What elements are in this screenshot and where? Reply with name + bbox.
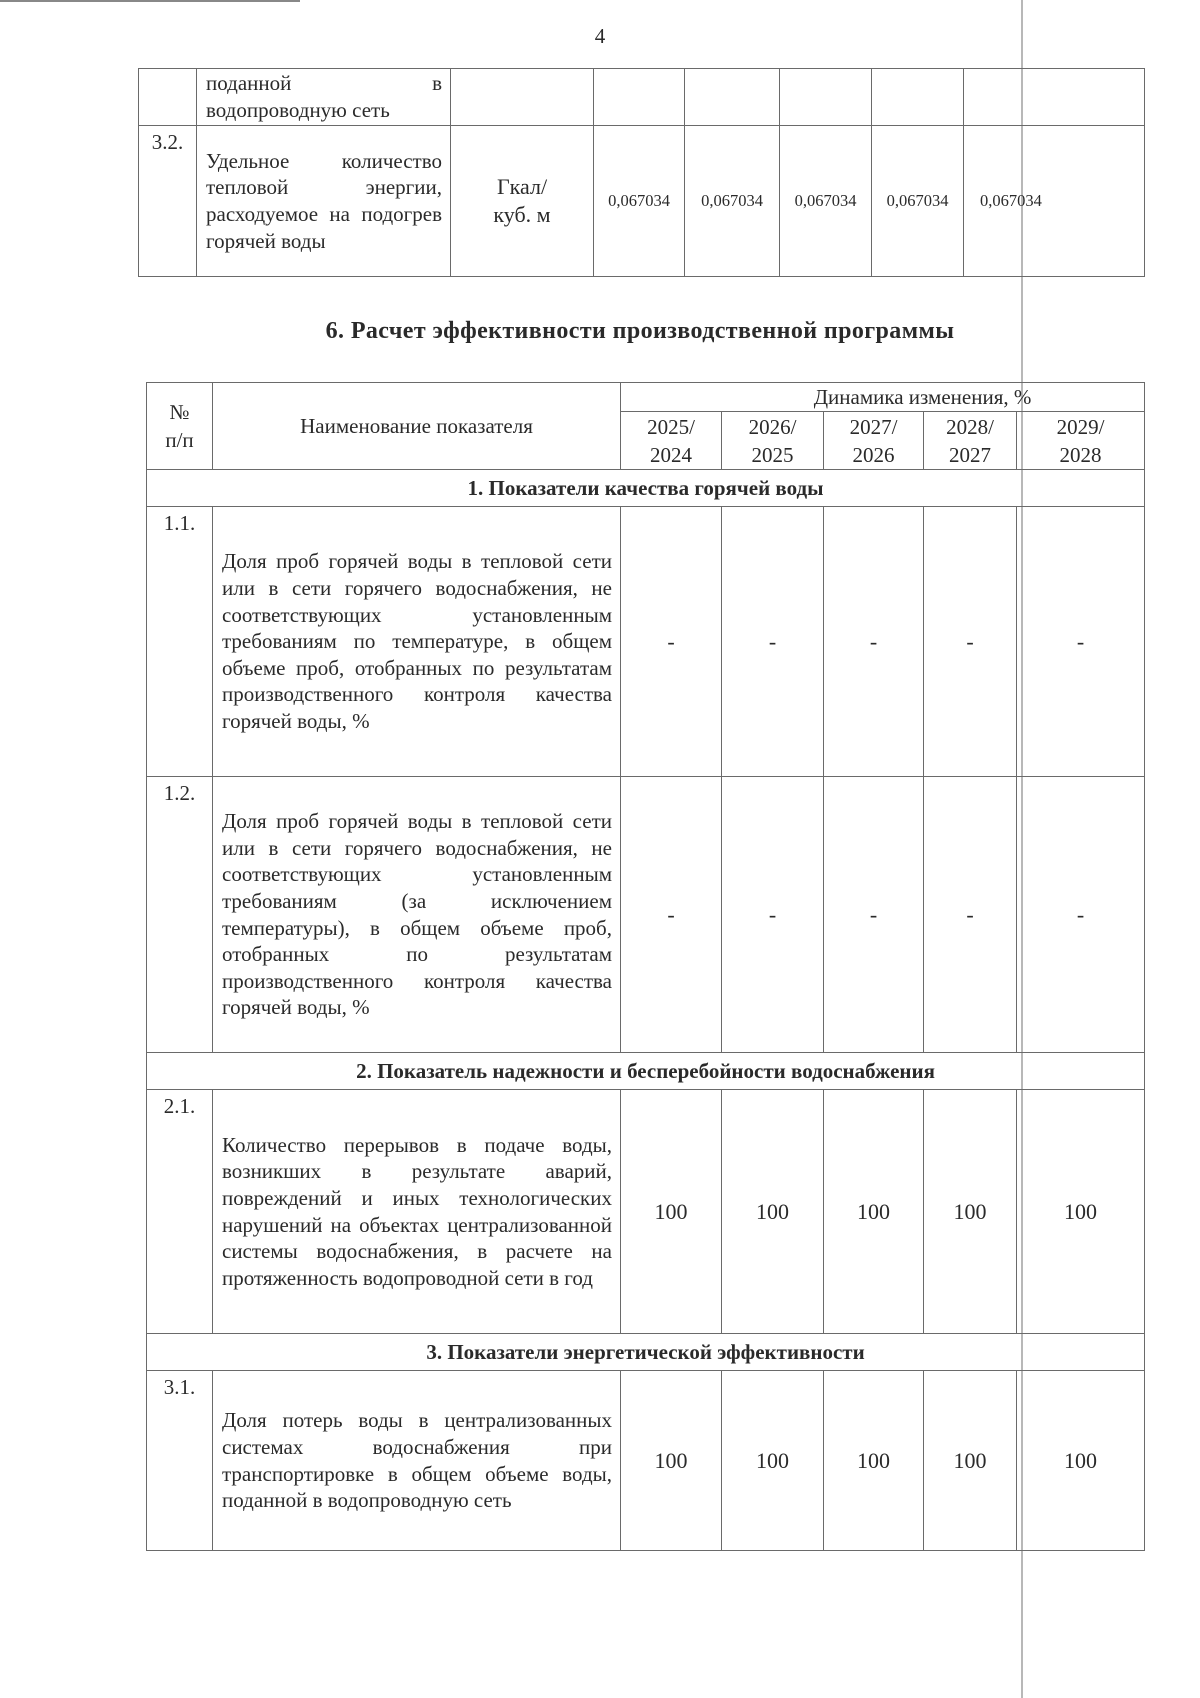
row-number: 2.1. [147, 1090, 213, 1334]
value-cell: - [1017, 777, 1145, 1053]
value-cell: 100 [1017, 1371, 1145, 1551]
value-cell: 100 [824, 1090, 924, 1334]
value-cell: 100 [1017, 1090, 1145, 1334]
header-year: 2027/ 2026 [824, 412, 924, 470]
value-cell: 100 [924, 1371, 1017, 1551]
header-indicator-name: Наименование показателя [213, 383, 621, 470]
section-row [147, 1053, 1145, 1090]
value-cell: - [824, 507, 924, 777]
header-year: 2029/ 2028 [1017, 412, 1145, 470]
row-number [139, 69, 197, 126]
continuation-table [138, 68, 1145, 277]
value-cell: - [1017, 507, 1145, 777]
value-cell [780, 69, 872, 126]
row-number: 1.2. [147, 777, 213, 1053]
indicator-name: поданной в водопроводную сеть [197, 69, 451, 126]
value-cell: - [621, 777, 722, 1053]
value-cell: - [722, 777, 824, 1053]
unit-cell: Гкал/ куб. м [451, 126, 594, 277]
indicator-name: Доля потерь воды в централизованных системах водоснабжения при транспортировке в общем объеме воды, поданной в водопроводную сеть [213, 1371, 621, 1551]
table-row [139, 126, 1145, 277]
indicator-name: Количество перерывов в подаче воды, возникших в результате аварий, повреждений и иных технологических нарушений на объектах централизованной системы водоснабжения, в расчете на протяженность водопроводной сети в год [213, 1090, 621, 1334]
value-cell: - [824, 777, 924, 1053]
section-heading: 1. Показатели качества горячей воды [147, 470, 1145, 507]
value-cell: 100 [621, 1090, 722, 1334]
section-title: 6. Расчет эффективности производственной программы [325, 318, 955, 344]
header-dynamics: Динамика изменения, % [621, 383, 1145, 412]
value-cell: 0,067034 [872, 126, 964, 277]
section-heading: 2. Показатель надежности и бесперебойности водоснабжения [147, 1053, 1145, 1090]
value-cell: 0,067034 [685, 126, 780, 277]
value-cell: - [722, 507, 824, 777]
value-cell [594, 69, 685, 126]
efficiency-table [146, 382, 1145, 1551]
value-cell: 100 [924, 1090, 1017, 1334]
top-rule [0, 0, 300, 2]
table-row [147, 1371, 1145, 1551]
section-heading: 3. Показатели энергетической эффективности [147, 1334, 1145, 1371]
value-cell: 100 [722, 1371, 824, 1551]
value-cell: - [924, 777, 1017, 1053]
value-cell: - [621, 507, 722, 777]
value-cell: 0,067034 [780, 126, 872, 277]
row-number: 3.1. [147, 1371, 213, 1551]
value-cell: 100 [824, 1371, 924, 1551]
indicator-name: Удельное количество тепловой энергии, расходуемое на подогрев горячей воды [197, 126, 451, 277]
table-row [147, 777, 1145, 1053]
section-row [147, 1334, 1145, 1371]
page-number: 4 [594, 24, 606, 48]
table-row [147, 507, 1145, 777]
table-row [147, 1090, 1145, 1334]
value-cell: 100 [621, 1371, 722, 1551]
header-row [147, 383, 1145, 412]
table-row [139, 69, 1145, 126]
indicator-name: Доля проб горячей воды в тепловой сети или в сети горячего водоснабжения, не соответствующих установленным требованиям (за исключением температуры), в общем объеме проб, отобранных по результатам производственного контроля качества горячей воды, % [213, 777, 621, 1053]
value-cell: 100 [722, 1090, 824, 1334]
header-year: 2026/ 2025 [722, 412, 824, 470]
row-number: 1.1. [147, 507, 213, 777]
value-cell [872, 69, 964, 126]
header-year: 2028/ 2027 [924, 412, 1017, 470]
value-cell: 0,067034 [594, 126, 685, 277]
section-row [147, 470, 1145, 507]
value-cell: - [924, 507, 1017, 777]
header-year: 2025/ 2024 [621, 412, 722, 470]
row-number: 3.2. [139, 126, 197, 277]
header-number: № п/п [147, 383, 213, 470]
unit-cell [451, 69, 594, 126]
value-cell [685, 69, 780, 126]
value-cell [964, 69, 1145, 126]
value-cell: 0,067034 [964, 126, 1145, 277]
indicator-name: Доля проб горячей воды в тепловой сети или в сети горячего водоснабжения, не соответствующих установленным требованиям по температуре, в общем объеме проб, отобранных по результатам производственного контроля качества горячей воды, % [213, 507, 621, 777]
